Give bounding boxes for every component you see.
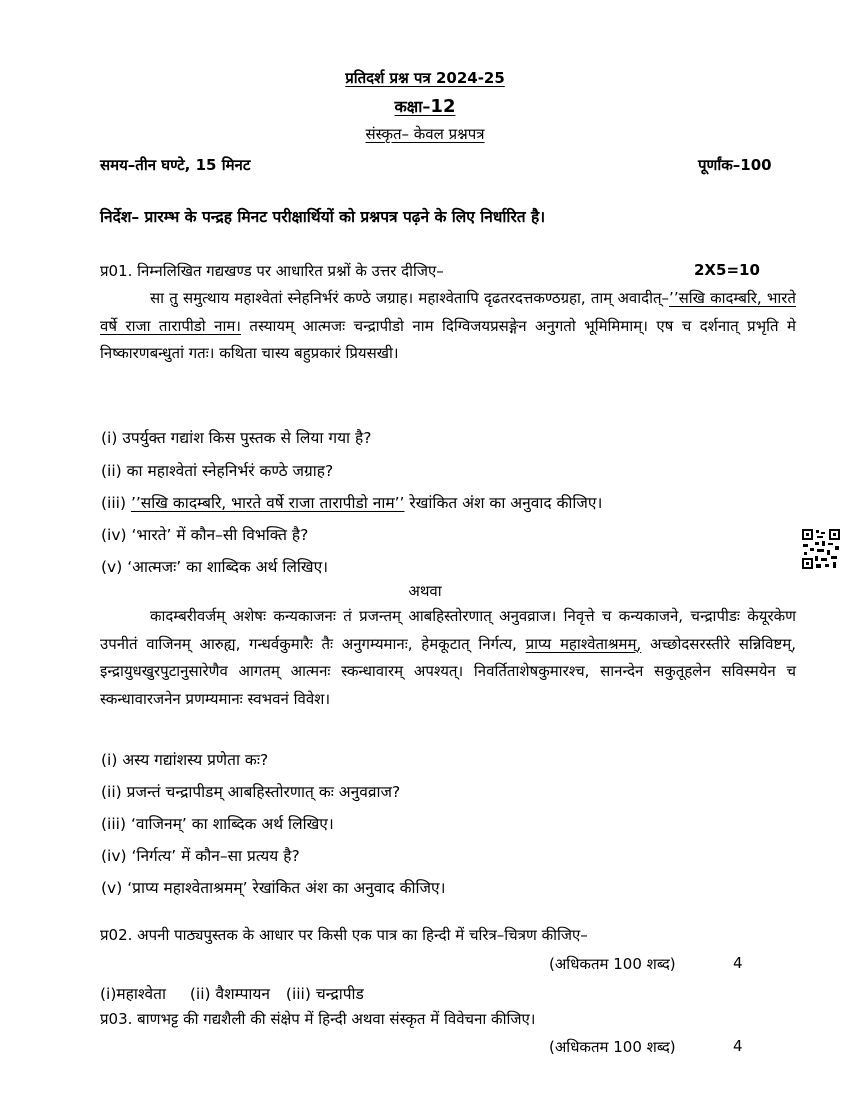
q2-limit: (अधिकतम 100 शब्द): [549, 955, 676, 973]
q2-option-2: (ii) वैशम्पायन: [189, 985, 271, 1003]
class-heading: कक्षा–12: [394, 96, 456, 117]
q2-marks: 4: [733, 954, 743, 972]
q2-option-1: (i)महाश्वेता: [100, 985, 166, 1003]
q1-prompt: प्र01. निम्नलिखित गद्यखण्ड पर आधारित प्रश्नों के उत्तर दीजिए–: [100, 262, 444, 280]
q2-prompt: प्र02. अपनी पाठ्यपुस्तक के आधार पर किसी एक पात्र का हिन्दी में चरित्र–चित्रण कीजिए–: [100, 926, 588, 944]
q1a-question-3: (iii) ’’सखि कादम्बरि, भारते वर्षे राजा तारापीडो नाम’’ रेखांकित अंश का अनुवाद कीजिए।: [101, 494, 603, 512]
q1b-question-1: (i) अस्य गद्यांशस्य प्रणेता कः?: [101, 751, 269, 769]
instruction: निर्देश– प्रारम्भ के पन्द्रह मिनट परीक्षार्थियों को प्रश्नपत्र पढ़ने के लिए निर्धारित है।: [100, 208, 546, 226]
passage-b-underlined: प्राप्य महाश्वेताश्रमम्,: [525, 634, 642, 653]
qr-code-icon: [801, 528, 841, 570]
q3-prompt: प्र03. बाणभट्ट की गद्यशैली की संक्षेप में हिन्दी अथवा संस्कृत में विवेचना कीजिए।: [100, 1010, 536, 1028]
q1a-question-5: (v) ‘आत्मजः’ का शाब्दिक अर्थ लिखिए।: [101, 558, 329, 576]
q1b-question-4: (iv) ‘निर्गत्य’ में कौन–सा प्रत्यय है?: [101, 847, 300, 865]
subject-heading: संस्कृत– केवल प्रश्नपत्र: [365, 125, 485, 143]
q1b-question-2: (ii) प्रजन्तं चन्द्रापीडम् आबहिस्तोरणात् कः अनुवव्राज?: [101, 783, 401, 801]
q1-passage-a: सा तु समुत्थाय महाश्वेतां स्नेहनिर्भरं कण्ठे जग्राह। महाश्वेतापि दृढतरदत्तकण्ठग्रहा, ताम् अवादीत्–’’सखि कादम्बरि, भारते वर्षे राजा तारापीडो नाम। तस्यायम् आत्मजः चन्द्रापीडो नाम दिग्विजयप्रसङ्गेन अनुगतो भूमिमिमाम्। एष च दर्शनात् प्रभृति मे निष्कारणबन्धुतां गतः। कथिता चास्य बहुप्रकारं प्रियसखी।: [100, 289, 796, 362]
q1-passage-b: कादम्बरीवर्जम् अशेषः कन्यकाजनः तं प्रजन्तम् आबहिस्तोरणात् अनुवव्राज। निवृत्ते च कन्यकाजने, चन्द्रापीडः केयूरकेण उपनीतं वाजिनम् आरुह्य, गन्धर्वकुमारैः तैः अनुगम्यमानः, हेमकूटात् निर्गत्य, प्राप्य महाश्वेताश्रमम्, अच्छोदसरस्तीरे सन्निविष्टम्, इन्द्रायुधखुरपुटानुसारेणैव आगतम् आत्मनः स्कन्धावारम् अपश्यत्। निवर्तिताशेषकुमारश्च, सानन्देन सकुतूहलेन सविस्मयेन च स्कन्धावारजनेन प्रणम्यमानः स्वभवनं विवेश।: [100, 607, 796, 708]
q1a-question-1: (i) उपर्युक्त गद्यांश किस पुस्तक से लिया गया है?: [101, 429, 372, 447]
q1a-question-4: (iv) ‘भारते’ में कौन–सी विभक्ति है?: [101, 526, 309, 544]
q3-limit: (अधिकतम 100 शब्द): [549, 1038, 676, 1056]
q2-option-3: (iii) चन्द्रापीड: [285, 985, 364, 1003]
q1a-question-2: (ii) का महाश्वेतां स्नेहनिर्भरं कण्ठे जग्राह?: [101, 462, 334, 480]
q3-marks: 4: [733, 1037, 743, 1055]
time-label: समय–तीन घण्टे, 15 मिनट: [100, 156, 251, 174]
passage-a-underlined: ’’सखि कादम्बरि, भारते वर्षे राजा तारापीडो नाम।: [100, 289, 796, 335]
q1b-question-3: (iii) ‘वाजिनम्’ का शाब्दिक अर्थ लिखिए।: [101, 815, 334, 833]
marks-label: पूर्णांक–100: [698, 156, 772, 174]
or-label: अथवा: [408, 582, 442, 600]
q2-options: [100, 982, 364, 1004]
q1b-question-5: (v) ‘प्राप्य महाश्वेताश्रमम्’ रेखांकित अंश का अनुवाद कीजिए।: [101, 879, 446, 897]
paper-title: प्रतिदर्श प्रश्न पत्र 2024-25: [345, 69, 505, 87]
q1-marks: 2X5=10: [694, 261, 760, 279]
